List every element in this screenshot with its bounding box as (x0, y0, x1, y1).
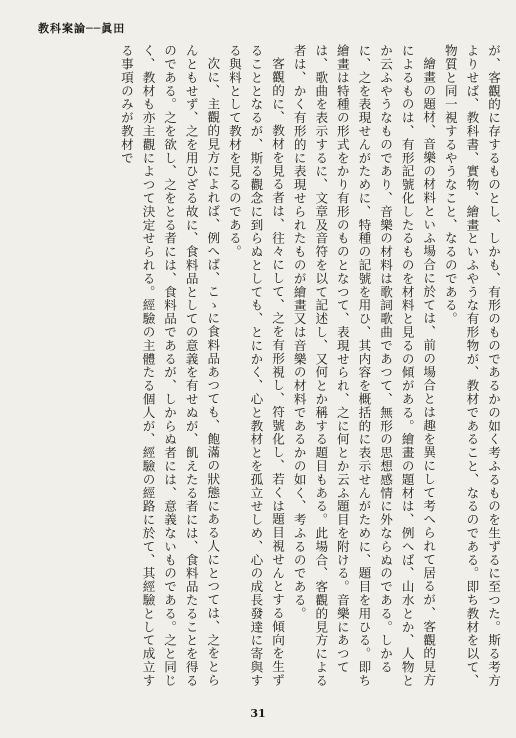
paragraph-3: 客觀的に、教材を見る者は、往々にして、之を有形視し、符號化し、若くは題目視せんとする傾向を生ずることとなるが、斯る觀念に到らぬとしても、とにかく、心と教材とを孤立せしめ、心の成長發達に寄與する與料として教材を見るのである。 (226, 44, 286, 688)
running-head: 教科案論──眞田 (38, 22, 126, 35)
paragraph-2: 繪畫の題材、音樂の材料といふ場合に於ては、前の場合とは趣を異にして考へられて居るが、客觀的見方によるものは、有形記號化したるものを材料と見るの傾がある。繪畫の題材は、例へば、山水とか、人物とか云ふやうなものであり、音樂の材料は歌詞歌曲であつて、無形の思想感情に外ならぬのである。しかるに、之を表現せんがために、特種の記號を用ひ、其内容を概括的に表示せんがために、題目を用ひる。即ち繪畫は特種の形式をかり有形のものとなつて、表現せられ、之に何とか云ふ題目を附ける。音樂にあつては、歌曲を表示するに、文章及音符を以て記述し、又何とか稱する題目もある。此場合、客觀的見方による者は、かく有形的に表現せられたものが繪畫又は音樂の材料であるかの如く、考ふるのである。 (291, 44, 437, 688)
paragraph-4: 次に、主觀的見方によれば、例へば、こゝに食料品あつても、飽滿の狀態にある人にとつては、之をとらんともせず、之を用ひざる故に、食料品としての意義を有せぬが、飢えたる者には、食料品たることを得るのである。之を欲し、之をとる者には、食料品であるが、しからぬ者には、意義ないものである。之と同じく、教材も亦主觀によつて決定せられる。經驗の主體たる個人が、經驗の經路に於て、其經驗として成立する事項のみが教材で (118, 44, 221, 688)
vertical-body-text (30, 44, 504, 699)
page-number: 31 (250, 707, 266, 720)
paragraph-1: が、客觀的に存するものとし、しかも、有形のものであるかの如く考ふるものを生ずるに至つた。斯る考方よりせば、教科書、實物、繪畫といふやうな有形物が、教材であること、なるのである。即ち教材を以て、物質と同一視するやうなこと、なるのである。 (442, 44, 501, 688)
